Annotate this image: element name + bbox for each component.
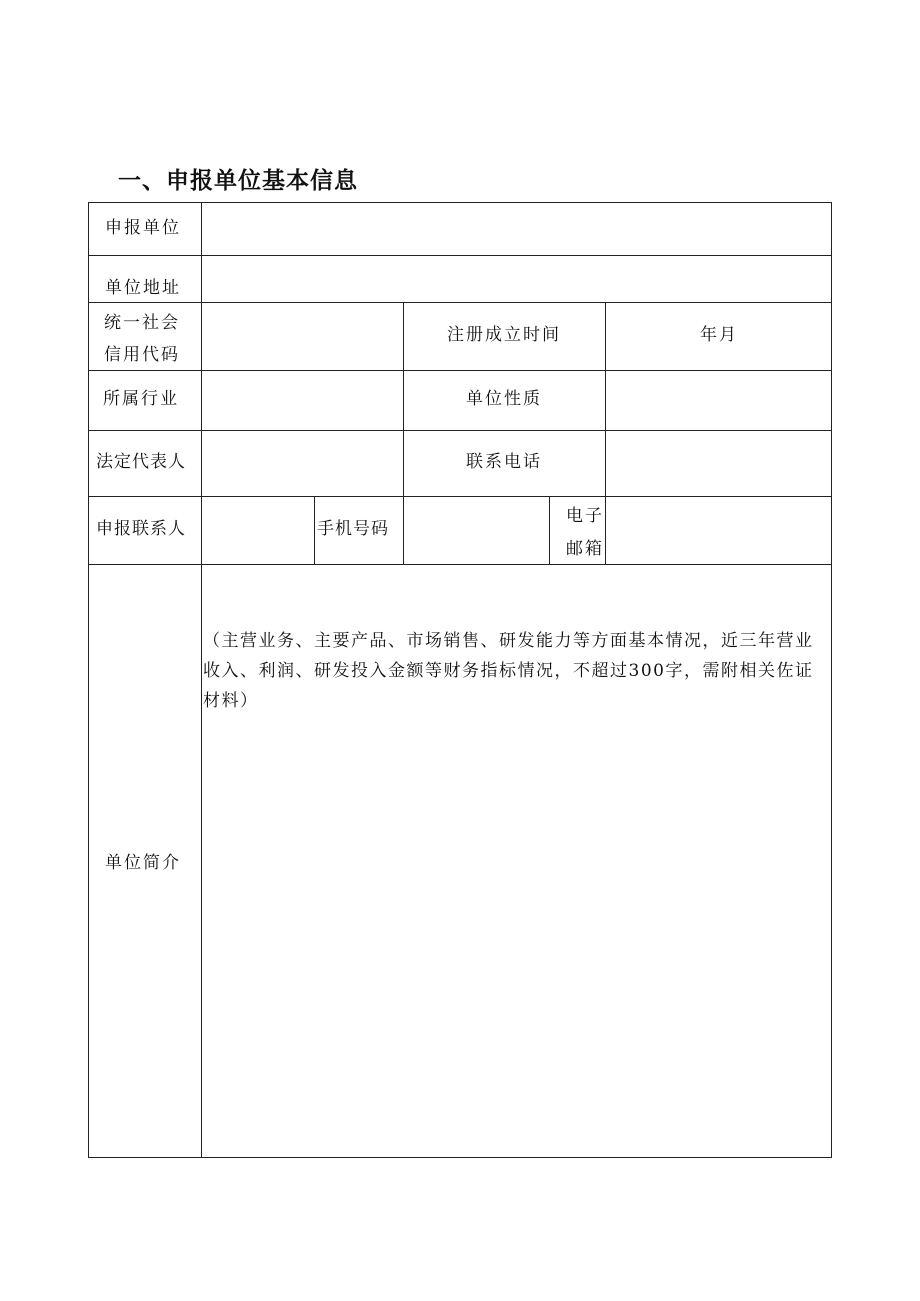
contact-phone-field[interactable] [606,431,830,495]
section-title: 一、申报单位基本信息 [118,168,358,194]
email-label-line2: 邮箱 [566,539,604,559]
email-field[interactable] [606,497,830,563]
legal-representative-label: 法定代表人 [96,452,186,472]
unit-address-field[interactable] [202,256,830,301]
credit-code-label-line1: 统一社会 [104,313,180,333]
contact-phone-label: 联系电话 [466,452,542,472]
email-label-line1: 电子 [566,506,604,526]
credit-code-label-line2: 信用代码 [104,345,180,365]
mobile-label: 手机号码 [317,519,389,539]
applicant-contact-label: 申报联系人 [96,519,186,539]
unit-address-label: 单位地址 [105,278,181,298]
applicant-contact-field[interactable] [202,497,313,563]
industry-field[interactable] [202,371,402,429]
registration-time-label: 注册成立时间 [447,325,561,345]
column-divider [549,496,550,564]
applicant-unit-field[interactable] [202,204,830,253]
column-divider [314,496,315,564]
unit-intro-label: 单位简介 [105,853,181,873]
credit-code-field[interactable] [202,303,402,368]
industry-label: 所属行业 [103,389,179,409]
mobile-field[interactable] [404,497,548,563]
applicant-unit-label: 申报单位 [105,218,181,238]
unit-intro-note: （主营业务、主要产品、市场销售、研发能力等方面基本情况，近三年营业收入、利润、研发投入金额等财务指标情况，不超过300字，需附相关佐证材料） [203,631,814,711]
legal-representative-field[interactable] [202,431,402,495]
unit-intro-field[interactable] [202,565,830,1156]
unit-nature-field[interactable] [606,371,830,429]
unit-nature-label: 单位性质 [466,389,542,409]
registration-time-value[interactable]: 年月 [700,325,738,345]
